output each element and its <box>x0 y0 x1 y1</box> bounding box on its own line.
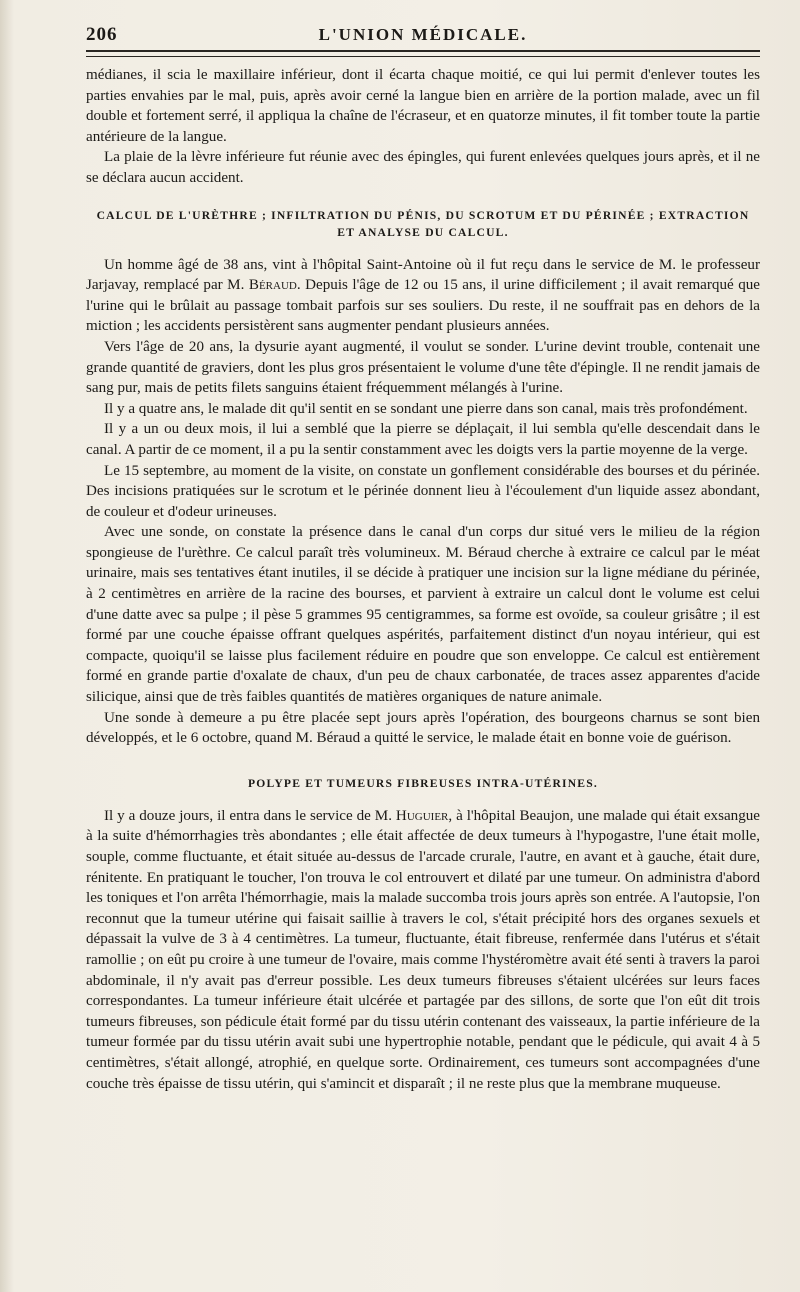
section-title-calcul: CALCUL DE L'URÈTHRE ; INFILTRATION DU PÉNIS, DU SCROTUM ET DU PÉRINÉE ; EXTRACTION ET ANALYSE DU CALCUL. <box>96 208 750 239</box>
paragraph: Avec une sonde, on constate la présence dans le canal d'un corps dur situé vers le milieu de la région spongieuse de l'urèthre. Ce calcul paraît très volumineux. M. Béraud cherche à extraire ce calcul par le méat urinaire, mais ses tentatives étant inutiles, il se décide à pratiquer une incision sur la ligne médiane du périnée, à 2 centimètres en arrière de la racine des bourses, et parvient à extraire un calcul dont le volume est celui d'une datte avec sa pulpe ; il pèse 5 grammes 95 centigrammes, sa forme est ovoïde, sa couleur grisâtre ; il est formé par une couche épaisse offrant quelques aspérités, parfaitement distinct d'un noyau intérieur, qui est compacte, quoiqu'il se laisse plus facilement réduire en poudre que son enveloppe. Ce calcul est entièrement formé en grande partie d'oxalate de chaux, d'un peu de chaux carbonatée, de traces assez apparentes d'acide silicique, ainsi que de très faibles quantités de matières organiques de nature animale. <box>86 524 760 706</box>
section-title-polype: POLYPE ET TUMEURS FIBREUSES INTRA-UTÉRINES. <box>247 776 598 790</box>
paragraph-text: . Depuis l'âge de 12 ou 15 ans, il urine difficilement ; il avait remarqué que l'urine qui le brûlait au passage tombait parfois sur ses souliers. Du reste, il ne souffrait pas en dehors de la miction ; les accidents persistèrent sans augmenter pendant plusieurs années. <box>86 277 760 335</box>
paragraph-text: Il y a douze jours, il entra dans le service de M. <box>104 807 396 824</box>
page-number: 206 <box>86 24 118 45</box>
paragraph-text: , à l'hôpital Beaujon, une malade qui était exsangue à la suite d'hémorrhagies très abondantes ; elle était affectée de deux tumeurs à l'hypogastre, l'une était molle, souple, comme fluctuante, et était située au-dessus de l'arcade crurale, l'autre, en avant et à gauche, était dure, rénitente. En pratiquant le toucher, l'on trouva le col entrouvert et dilaté par une tumeur. On administra d'abord les toniques et l'on arrêta l'hémorrhagie, mais la malade succomba trois jours après son entrée. A l'autopsie, l'on reconnut que la tumeur utérine qui faisait saillie à travers le col, s'était précipité hors des organes sexuels et dépassait la vulve de 3 à 4 centimètres. La tumeur, fluctuante, était fibreuse, renfermée dans l'utérus et s'était ramollie ; on eût pu croire à une tumeur de l'ovaire, mais comme l'hystéromètre avait été senti à travers la paroi abdominale, il n'y avait pas d'erreur possible. Les deux tumeurs fibreuses s'étaient ulcérées sur leurs faces correspondantes. La tumeur inférieure était ulcérée et partagée par des sillons, de sorte que l'on eût dit trois tumeurs fibreuses, son pédicule était formé par du tissu utérin contenant des vaisseaux, la partie inférieure de la tumeur formée par du tissu utérin avait subi une hypertrophie notable, pendant que le pédicule, qui avait 4 à 5 centimètres, s'était allongé, atrophié, en quelque sorte. Ordinairement, ces tumeurs sont accompagnées d'une couche très épaisse de tissu utérin, qui s'amincit et disparaît ; il ne reste plus que la membrane muqueuse. <box>86 807 760 1092</box>
header-rule <box>86 56 760 57</box>
author-name: Béraud <box>248 277 297 294</box>
paragraph: médianes, il scia le maxillaire inférieur, dont il écarta chaque moitié, ce qui lui permit d'enlever toutes les parties envahies par le mal, puis, après avoir cerné la langue bien en arrière de la portion malade, avec un fil double et fortement serré, il appliqua la chaîne de l'écraseur, et en quatorze minutes, il fit tomber toute la partie antérieure de la langue. <box>86 67 760 145</box>
paragraph: Une sonde à demeure a pu être placée sept jours après l'opération, des bourgeons charnus se sont bien développés, et le 6 octobre, quand M. Béraud a quitté le service, le malade était en bonne voie de guérison. <box>86 709 760 747</box>
paragraph: La plaie de la lèvre inférieure fut réunie avec des épingles, qui furent enlevées quelques jours après, et il ne se déclara aucun accident. <box>86 149 760 186</box>
article-body <box>86 65 760 1094</box>
paragraph: Il y a quatre ans, le malade dit qu'il sentit en se sondant une pierre dans son canal, mais très profondément. <box>104 400 748 417</box>
paragraph: Le 15 septembre, au moment de la visite, on constate un gonflement considérable des bourses et du périnée. Des incisions pratiquées sur le scrotum et le périnée donnent lieu à l'écoulement d'un liquide assez abondant, de couleur et d'odeur urineuses. <box>86 462 760 520</box>
paragraph-text: Un homme âgé de 38 ans, vint à l'hôpital Saint-Antoine où il fut reçu dans le service de M. le professeur Jarjavay, remplacé par M. <box>86 256 760 294</box>
paragraph: Il y a un ou deux mois, il lui a semblé que la pierre se déplaçait, il lui sembla qu'elle descendait dans le canal. A partir de ce moment, il a pu la sentir constamment avec les doigts vers la partie moyenne de la verge. <box>86 421 760 458</box>
paragraph <box>86 255 760 337</box>
author-name: Huguier <box>395 807 449 824</box>
page-header <box>86 20 760 52</box>
running-title: L'UNION MÉDICALE. <box>318 25 528 44</box>
paragraph <box>86 806 760 1094</box>
paragraph: Vers l'âge de 20 ans, la dysurie ayant augmenté, il voulut se sonder. L'urine devint trouble, contenait une grande quantité de graviers, dont les plus gros présentaient le volume d'une tête d'épingle. Il ne rendit jamais de sang pur, mais de petits filets sanguins étaient fréquemment mélangés à l'urine. <box>86 338 760 397</box>
